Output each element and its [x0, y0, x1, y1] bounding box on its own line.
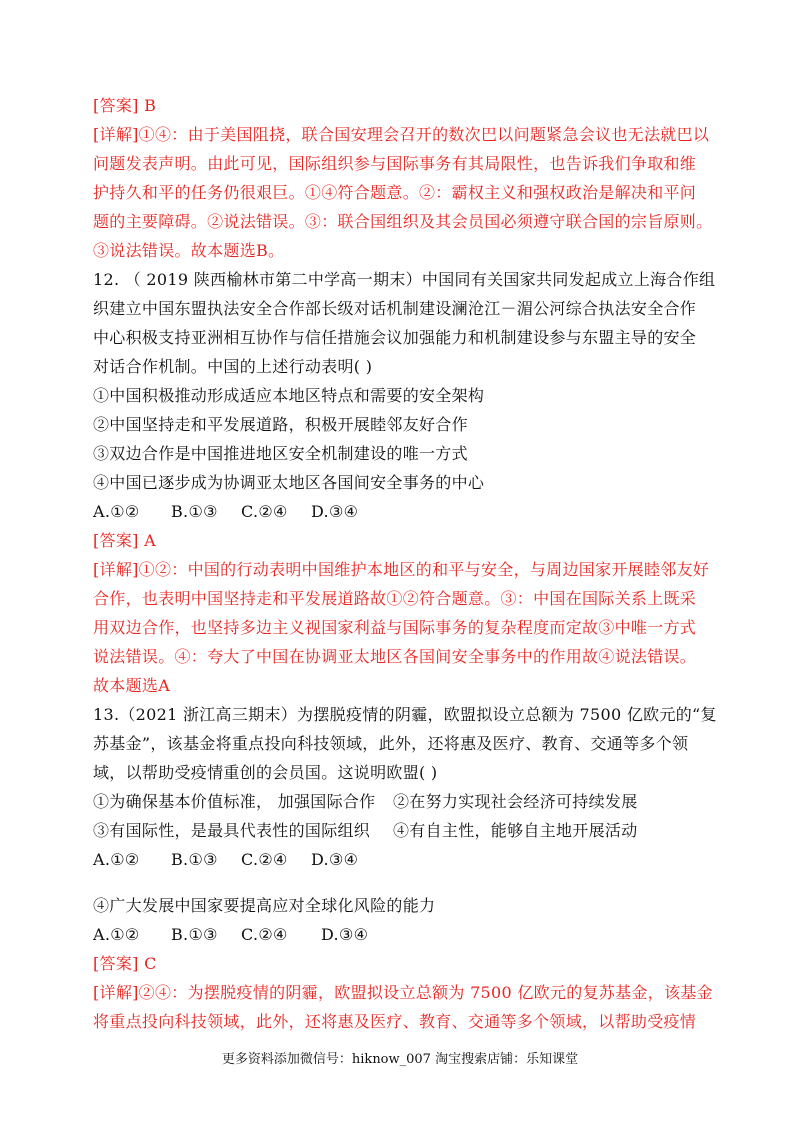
option-c: C.②④ [241, 925, 288, 944]
option-b: B.①③ [171, 850, 218, 869]
option-c: C.②④ [241, 502, 288, 521]
q12-stem-line: 织建立中国东盟执法安全合作部长级对话机制建设澜沧江－湄公河综合执法安全合作 [93, 299, 697, 318]
q13-options [93, 849, 358, 871]
option-b: B.①③ [171, 502, 218, 521]
page-footer: 更多资料添加微信号：hiknow_007 淘宝搜索店铺：乐知课堂 [221, 1052, 579, 1067]
q11-detail-line: ③说法错误。故本题选B。 [93, 241, 285, 260]
option-b: B.①③ [171, 925, 218, 944]
q13-stem-line: 域，以帮助受疫情重创的会员国。这说明欧盟( ) [93, 763, 438, 782]
q12-detail-line: [详解]①②：中国的行动表明中国维护本地区的和平与安全，与周边国家开展睦邻友好 [93, 560, 710, 579]
q11-detail-line: 护持久和平的任务仍很艰巨。①④符合题意。②：霸权主义和强权政治是解决和平问 [93, 183, 697, 202]
q11-detail-line: [详解]①④：由于美国阻挠，联合国安理会召开的数次巴以问题紧急会议也无法就巴以 [93, 125, 710, 144]
q11-answer: [答案] B [93, 96, 157, 115]
option-c: C.②④ [241, 850, 288, 869]
q12-item: ③双边合作是中国推进地区安全机制建设的唯一方式 [93, 444, 468, 463]
q12-item: ②中国坚持走和平发展道路，积极开展睦邻友好合作 [93, 415, 468, 434]
q12-detail-line: 故本题选A [93, 676, 171, 695]
q13-item: ②在努力实现社会经济可持续发展 [393, 792, 638, 811]
q13-stem-line: 13.（2021 浙江高三期末）为摆脱疫情的阴霾，欧盟拟设立总额为 7500 亿欧元的“复 [93, 705, 717, 724]
q13-answer: [答案] C [93, 954, 157, 973]
q13-stem-line: 苏基金”，该基金将重点投向科技领域，此外，还将惠及医疗、教育、交通等多个领 [93, 734, 689, 753]
q11-detail-line: 问题发表声明。由此可见，国际组织参与国际事务有其局限性，也告诉我们争取和维 [93, 154, 697, 173]
q13-detail-line: 将重点投向科技领域，此外，还将惠及医疗、教育、交通等多个领域，以帮助受疫情 [93, 1012, 697, 1031]
q12-stem-line: 对话合作机制。中国的上述行动表明( ) [93, 357, 373, 376]
q12-detail-line: 说法错误。④：夸大了中国在协调亚太地区各国间安全事务中的作用故④说法错误。 [93, 647, 697, 666]
q13-item: ①为确保基本价值标准， 加强国际合作 [93, 792, 376, 811]
q12-stem-line: 中心积极支持亚洲相互协作与信任措施会议加强能力和机制建设参与东盟主导的安全 [93, 328, 697, 347]
q13-item: ③有国际性，是最具代表性的国际组织 [93, 821, 371, 840]
q13-options-2 [93, 924, 368, 946]
option-d: D.③④ [321, 925, 369, 944]
option-d: D.③④ [311, 850, 359, 869]
q12-item: ①中国积极推动形成适应本地区特点和需要的安全架构 [93, 386, 485, 405]
q12-answer: [答案] A [93, 531, 156, 550]
q13-items-row [93, 820, 638, 842]
q11-detail-line: 题的主要障碍。②说法错误。③：联合国组织及其会员国必须遵守联合国的宗旨原则。 [93, 212, 713, 231]
q13-items-row [93, 791, 638, 813]
option-a: A.①② [93, 850, 140, 869]
q12-stem-line: 12. （ 2019 陕西榆林市第二中学高一期末）中国同有关国家共同发起成立上海合作组 [93, 270, 716, 289]
q12-options [93, 501, 358, 523]
q13-item: ④有自主性，能够自主地开展活动 [393, 821, 638, 840]
option-a: A.①② [93, 925, 140, 944]
q13-detail-line: [详解]②④：为摆脱疫情的阴霾，欧盟拟设立总额为 7500 亿欧元的复苏基金，该基金 [93, 983, 713, 1002]
option-a: A.①② [93, 502, 140, 521]
q12-item: ④中国已逐步成为协调亚太地区各国间安全事务的中心 [93, 473, 485, 492]
q12-detail-line: 用双边合作，也坚持多边主义视国家利益与国际事务的复杂程度而定故③中唯一方式 [93, 618, 697, 637]
q12-detail-line: 合作，也表明中国坚持走和平发展道路故①②符合题意。③：中国在国际关系上既采 [93, 589, 697, 608]
q13-extra-item: ④广大发展中国家要提高应对全球化风险的能力 [93, 896, 436, 915]
option-d: D.③④ [311, 502, 359, 521]
